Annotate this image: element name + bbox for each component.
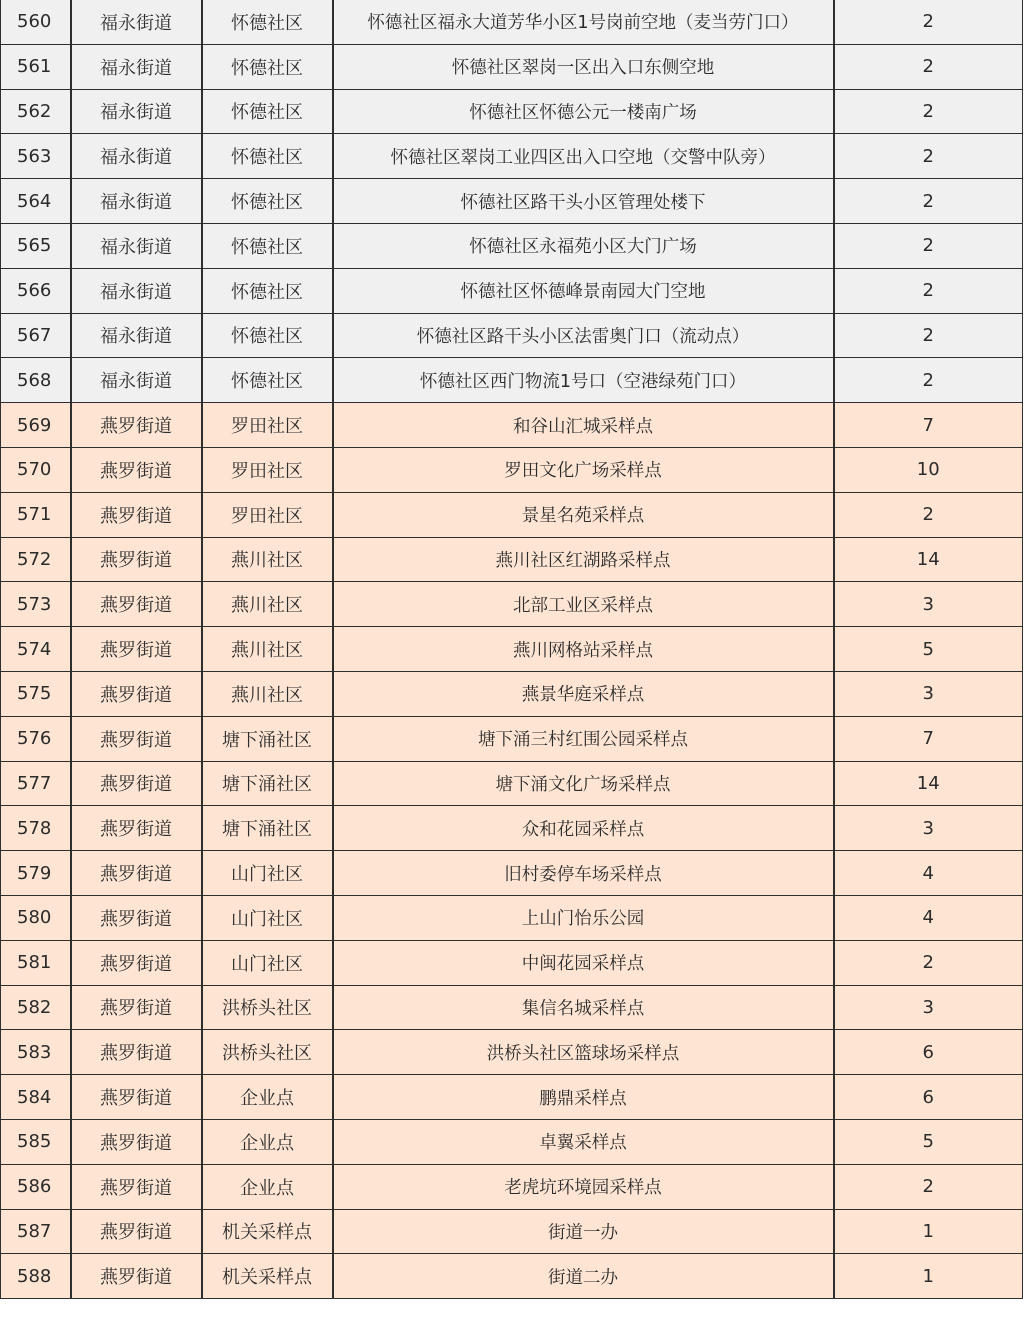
table-row — [1, 0, 1023, 44]
table-row — [1, 1119, 1023, 1164]
table-row — [1, 1030, 1023, 1075]
community-cell: 燕川社区 — [202, 627, 333, 672]
row-number-cell: 587 — [1, 1209, 71, 1254]
location-cell: 怀德社区怀德公元一楼南广场 — [333, 89, 834, 134]
community-cell: 怀德社区 — [202, 44, 333, 89]
count-cell: 3 — [834, 582, 1023, 627]
row-number-cell: 588 — [1, 1254, 71, 1299]
community-cell: 企业点 — [202, 1119, 333, 1164]
table-row — [1, 671, 1023, 716]
location-cell: 鹏鼎采样点 — [333, 1075, 834, 1120]
row-number-cell: 580 — [1, 895, 71, 940]
row-number-cell: 577 — [1, 761, 71, 806]
community-cell: 怀德社区 — [202, 0, 333, 44]
community-cell: 怀德社区 — [202, 134, 333, 179]
street-cell: 福永街道 — [71, 179, 202, 224]
table-row — [1, 582, 1023, 627]
street-cell: 燕罗街道 — [71, 1164, 202, 1209]
count-cell: 10 — [834, 447, 1023, 492]
row-number-cell: 561 — [1, 44, 71, 89]
row-number-cell: 581 — [1, 940, 71, 985]
row-number-cell: 576 — [1, 716, 71, 761]
count-cell: 6 — [834, 1075, 1023, 1120]
table-row — [1, 492, 1023, 537]
count-cell: 3 — [834, 985, 1023, 1030]
table-row — [1, 358, 1023, 403]
row-number-cell: 583 — [1, 1030, 71, 1075]
street-cell: 燕罗街道 — [71, 1209, 202, 1254]
count-cell: 5 — [834, 1119, 1023, 1164]
count-cell: 2 — [834, 492, 1023, 537]
community-cell: 燕川社区 — [202, 671, 333, 716]
count-cell: 3 — [834, 806, 1023, 851]
row-number-cell: 585 — [1, 1119, 71, 1164]
count-cell: 2 — [834, 1164, 1023, 1209]
location-cell: 怀德社区路干头小区法雷奥门口（流动点） — [333, 313, 834, 358]
location-cell: 塘下涌文化广场采样点 — [333, 761, 834, 806]
table-row — [1, 1164, 1023, 1209]
street-cell: 燕罗街道 — [71, 895, 202, 940]
location-cell: 燕川网格站采样点 — [333, 627, 834, 672]
street-cell: 福永街道 — [71, 0, 202, 44]
street-cell: 燕罗街道 — [71, 447, 202, 492]
row-number-cell: 574 — [1, 627, 71, 672]
table-row — [1, 1254, 1023, 1299]
count-cell: 2 — [834, 268, 1023, 313]
count-cell: 14 — [834, 537, 1023, 582]
count-cell: 2 — [834, 358, 1023, 403]
row-number-cell: 573 — [1, 582, 71, 627]
table-row — [1, 44, 1023, 89]
location-cell: 怀德社区怀德峰景南园大门空地 — [333, 268, 834, 313]
count-cell: 6 — [834, 1030, 1023, 1075]
row-number-cell: 578 — [1, 806, 71, 851]
community-cell: 山门社区 — [202, 940, 333, 985]
table-row — [1, 851, 1023, 896]
street-cell: 福永街道 — [71, 268, 202, 313]
location-cell: 上山门怡乐公园 — [333, 895, 834, 940]
table-row — [1, 89, 1023, 134]
location-cell: 景星名苑采样点 — [333, 492, 834, 537]
street-cell: 福永街道 — [71, 89, 202, 134]
location-cell: 怀德社区翠岗一区出入口东侧空地 — [333, 44, 834, 89]
location-cell: 老虎坑环境园采样点 — [333, 1164, 834, 1209]
count-cell: 4 — [834, 851, 1023, 896]
location-cell: 卓翼采样点 — [333, 1119, 834, 1164]
row-number-cell: 586 — [1, 1164, 71, 1209]
community-cell: 塘下涌社区 — [202, 806, 333, 851]
street-cell: 燕罗街道 — [71, 851, 202, 896]
table-body — [1, 0, 1023, 1299]
row-number-cell: 579 — [1, 851, 71, 896]
location-cell: 街道一办 — [333, 1209, 834, 1254]
table-row — [1, 895, 1023, 940]
street-cell: 燕罗街道 — [71, 940, 202, 985]
street-cell: 燕罗街道 — [71, 1030, 202, 1075]
community-cell: 怀德社区 — [202, 268, 333, 313]
community-cell: 罗田社区 — [202, 492, 333, 537]
table-row — [1, 940, 1023, 985]
community-cell: 洪桥头社区 — [202, 985, 333, 1030]
count-cell: 14 — [834, 761, 1023, 806]
table-row — [1, 268, 1023, 313]
community-cell: 燕川社区 — [202, 537, 333, 582]
count-cell: 7 — [834, 716, 1023, 761]
table-row — [1, 716, 1023, 761]
count-cell: 2 — [834, 134, 1023, 179]
community-cell: 燕川社区 — [202, 582, 333, 627]
row-number-cell: 562 — [1, 89, 71, 134]
row-number-cell: 567 — [1, 313, 71, 358]
community-cell: 怀德社区 — [202, 358, 333, 403]
community-cell: 企业点 — [202, 1075, 333, 1120]
community-cell: 怀德社区 — [202, 89, 333, 134]
location-cell: 塘下涌三村红围公园采样点 — [333, 716, 834, 761]
community-cell: 怀德社区 — [202, 313, 333, 358]
street-cell: 燕罗街道 — [71, 671, 202, 716]
location-cell: 怀德社区西门物流1号口（空港绿苑门口） — [333, 358, 834, 403]
community-cell: 罗田社区 — [202, 447, 333, 492]
row-number-cell: 560 — [1, 0, 71, 44]
count-cell: 5 — [834, 627, 1023, 672]
community-cell: 怀德社区 — [202, 179, 333, 224]
row-number-cell: 568 — [1, 358, 71, 403]
table-row — [1, 134, 1023, 179]
count-cell: 2 — [834, 179, 1023, 224]
street-cell: 燕罗街道 — [71, 716, 202, 761]
table-row — [1, 1075, 1023, 1120]
community-cell: 怀德社区 — [202, 223, 333, 268]
row-number-cell: 582 — [1, 985, 71, 1030]
count-cell: 2 — [834, 0, 1023, 44]
table-row — [1, 179, 1023, 224]
community-cell: 机关采样点 — [202, 1254, 333, 1299]
street-cell: 福永街道 — [71, 313, 202, 358]
count-cell: 2 — [834, 223, 1023, 268]
count-cell: 1 — [834, 1254, 1023, 1299]
street-cell: 燕罗街道 — [71, 1119, 202, 1164]
location-cell: 罗田文化广场采样点 — [333, 447, 834, 492]
community-cell: 机关采样点 — [202, 1209, 333, 1254]
community-cell: 洪桥头社区 — [202, 1030, 333, 1075]
location-cell: 北部工业区采样点 — [333, 582, 834, 627]
table-row — [1, 447, 1023, 492]
community-cell: 罗田社区 — [202, 403, 333, 448]
location-cell: 洪桥头社区篮球场采样点 — [333, 1030, 834, 1075]
table-row — [1, 223, 1023, 268]
location-cell: 和谷山汇城采样点 — [333, 403, 834, 448]
location-cell: 街道二办 — [333, 1254, 834, 1299]
table-row — [1, 761, 1023, 806]
row-number-cell: 575 — [1, 671, 71, 716]
table-row — [1, 985, 1023, 1030]
street-cell: 福永街道 — [71, 134, 202, 179]
row-number-cell: 570 — [1, 447, 71, 492]
street-cell: 燕罗街道 — [71, 492, 202, 537]
location-cell: 众和花园采样点 — [333, 806, 834, 851]
count-cell: 2 — [834, 313, 1023, 358]
count-cell: 2 — [834, 89, 1023, 134]
community-cell: 山门社区 — [202, 895, 333, 940]
location-cell: 怀德社区路干头小区管理处楼下 — [333, 179, 834, 224]
street-cell: 燕罗街道 — [71, 537, 202, 582]
street-cell: 燕罗街道 — [71, 582, 202, 627]
row-number-cell: 563 — [1, 134, 71, 179]
count-cell: 3 — [834, 671, 1023, 716]
count-cell: 2 — [834, 940, 1023, 985]
street-cell: 福永街道 — [71, 44, 202, 89]
location-cell: 中闽花园采样点 — [333, 940, 834, 985]
community-cell: 山门社区 — [202, 851, 333, 896]
location-cell: 怀德社区翠岗工业四区出入口空地（交警中队旁） — [333, 134, 834, 179]
location-cell: 旧村委停车场采样点 — [333, 851, 834, 896]
count-cell: 4 — [834, 895, 1023, 940]
location-cell: 集信名城采样点 — [333, 985, 834, 1030]
street-cell: 燕罗街道 — [71, 806, 202, 851]
street-cell: 燕罗街道 — [71, 985, 202, 1030]
street-cell: 燕罗街道 — [71, 627, 202, 672]
street-cell: 福永街道 — [71, 358, 202, 403]
community-cell: 企业点 — [202, 1164, 333, 1209]
street-cell: 燕罗街道 — [71, 761, 202, 806]
count-cell: 7 — [834, 403, 1023, 448]
table-row — [1, 627, 1023, 672]
table-row — [1, 806, 1023, 851]
community-cell: 塘下涌社区 — [202, 761, 333, 806]
street-cell: 燕罗街道 — [71, 403, 202, 448]
count-cell: 1 — [834, 1209, 1023, 1254]
row-number-cell: 566 — [1, 268, 71, 313]
table-row — [1, 1209, 1023, 1254]
street-cell: 燕罗街道 — [71, 1254, 202, 1299]
street-cell: 福永街道 — [71, 223, 202, 268]
row-number-cell: 565 — [1, 223, 71, 268]
table-row — [1, 403, 1023, 448]
row-number-cell: 584 — [1, 1075, 71, 1120]
street-cell: 燕罗街道 — [71, 1075, 202, 1120]
row-number-cell: 564 — [1, 179, 71, 224]
row-number-cell: 572 — [1, 537, 71, 582]
location-cell: 燕川社区红湖路采样点 — [333, 537, 834, 582]
table-row — [1, 537, 1023, 582]
row-number-cell: 569 — [1, 403, 71, 448]
table-row — [1, 313, 1023, 358]
count-cell: 2 — [834, 44, 1023, 89]
location-cell: 燕景华庭采样点 — [333, 671, 834, 716]
location-cell: 怀德社区福永大道芳华小区1号岗前空地（麦当劳门口） — [333, 0, 834, 44]
row-number-cell: 571 — [1, 492, 71, 537]
community-cell: 塘下涌社区 — [202, 716, 333, 761]
location-cell: 怀德社区永福苑小区大门广场 — [333, 223, 834, 268]
